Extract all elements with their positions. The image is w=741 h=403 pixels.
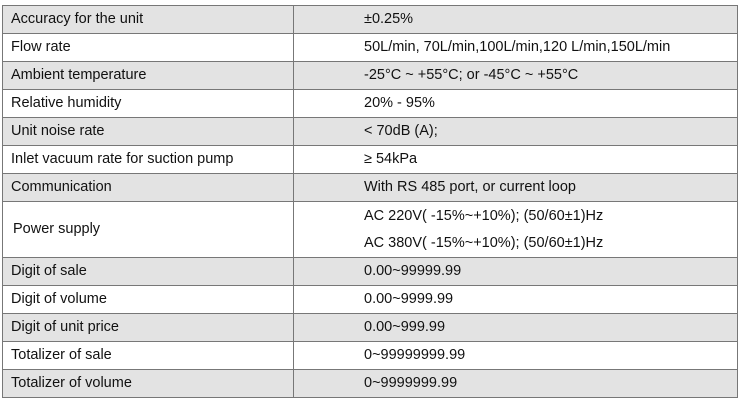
spec-value: 50L/min, 70L/min,100L/min,120 L/min,150L/min (294, 34, 738, 62)
table-row (3, 286, 738, 314)
spec-value: ≥ 54kPa (294, 146, 738, 174)
table-row (3, 258, 738, 286)
spec-label: Accuracy for the unit (3, 6, 294, 34)
spec-label: Digit of unit price (3, 314, 294, 342)
spec-label: Communication (3, 174, 294, 202)
spec-label: Ambient temperature (3, 62, 294, 90)
spec-value: 0.00~999.99 (294, 314, 738, 342)
table-row (3, 174, 738, 202)
spec-label: Unit noise rate (3, 118, 294, 146)
power-supply-220v: AC 220V( -15%~+10%); (50/60±1)Hz (364, 207, 604, 224)
table-row (3, 314, 738, 342)
spec-value: 20% - 95% (294, 90, 738, 118)
spec-value: 0~9999999.99 (294, 370, 738, 398)
spec-value: 0~99999999.99 (294, 342, 738, 370)
spec-value: < 70dB (A); (294, 118, 738, 146)
table-row (3, 62, 738, 90)
table-row-power-supply (3, 202, 738, 258)
spec-value: ±0.25% (294, 6, 738, 34)
table-row (3, 6, 738, 34)
table-row (3, 118, 738, 146)
spec-value: 0.00~99999.99 (294, 258, 738, 286)
spec-value: -25°C ~ +55°C; or -45°C ~ +55°C (294, 62, 738, 90)
spec-value: With RS 485 port, or current loop (294, 174, 738, 202)
specifications-table (2, 5, 738, 398)
spec-label: Totalizer of sale (3, 342, 294, 370)
table-row (3, 342, 738, 370)
spec-label: Inlet vacuum rate for suction pump (3, 146, 294, 174)
spec-value-multiline (294, 202, 738, 258)
table-row (3, 90, 738, 118)
spec-label: Totalizer of volume (3, 370, 294, 398)
spec-label: Flow rate (3, 34, 294, 62)
spec-label: Relative humidity (3, 90, 294, 118)
spec-value: 0.00~9999.99 (294, 286, 738, 314)
spec-label: Digit of volume (3, 286, 294, 314)
table-row (3, 146, 738, 174)
table-row (3, 370, 738, 398)
spec-label: Digit of sale (3, 258, 294, 286)
spec-label: Power supply (3, 202, 294, 258)
power-supply-380v: AC 380V( -15%~+10%); (50/60±1)Hz (364, 234, 604, 251)
table-row (3, 34, 738, 62)
